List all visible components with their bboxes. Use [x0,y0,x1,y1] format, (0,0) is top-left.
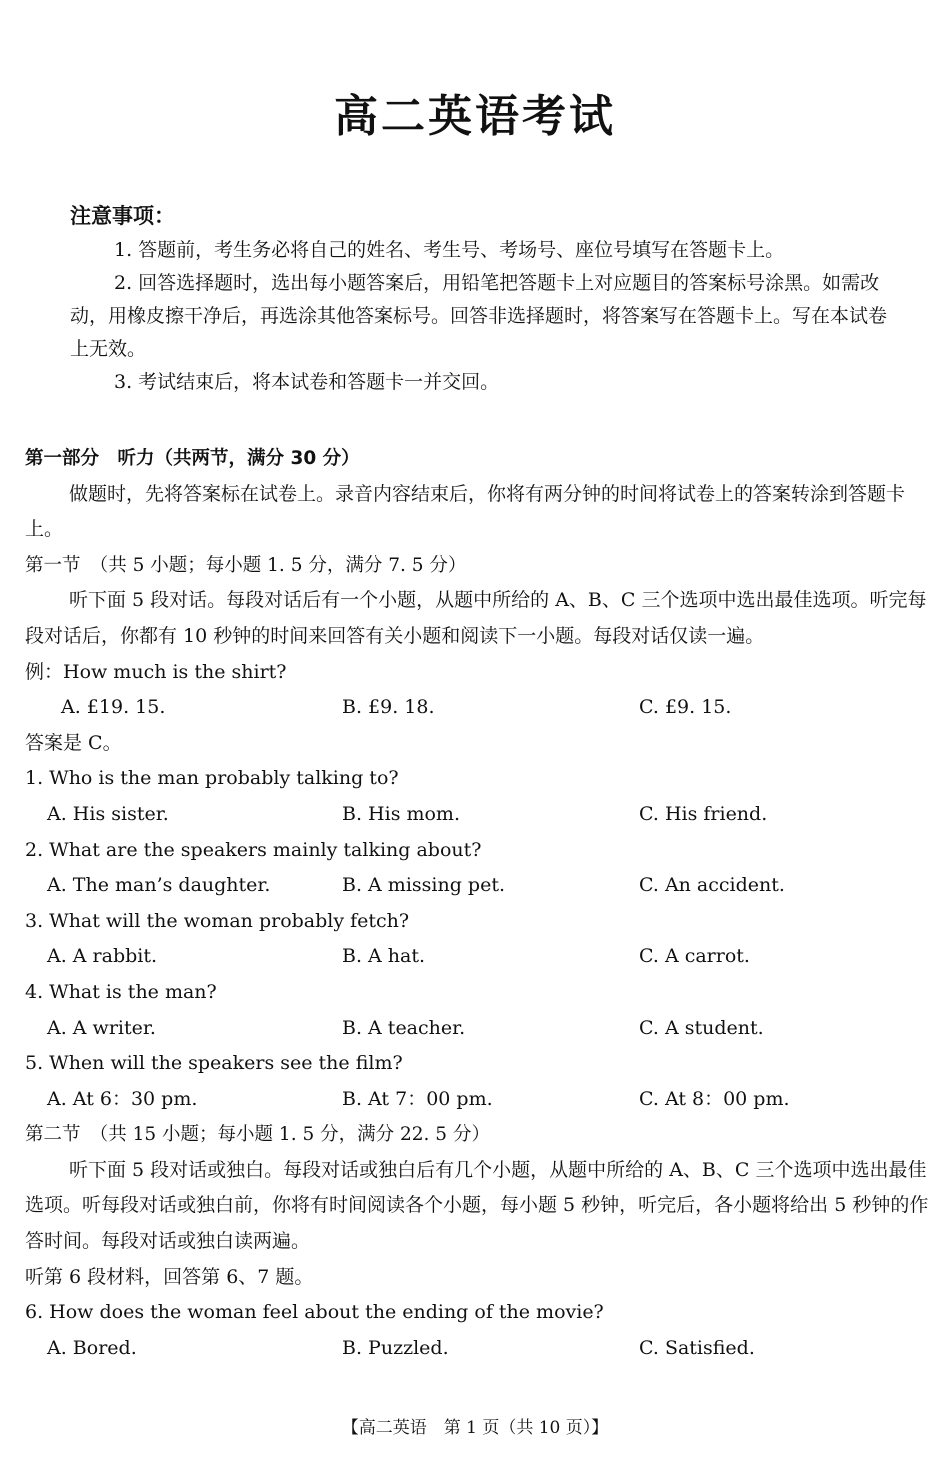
option-b: B. £9. 18. [342,696,435,719]
question-options [25,939,930,975]
question-text: 1. Who is the man probably talking to? [25,767,399,790]
section-heading: 第一节 （共 5 小题；每小题 1. 5 分，满分 7. 5 分） [25,554,467,576]
option-a: A. The man’s daughter. [47,874,271,897]
option-b: B. A hat. [342,945,426,968]
option-c: C. £9. 15. [639,696,732,719]
notice-item: 1. 答题前，考生务必将自己的姓名、考生号、考场号、座位号填写在答题卡上。 [114,239,785,261]
question-text: 6. How does the woman feel about the ending of the movie? [25,1301,604,1324]
example-answer: 答案是 C。 [25,731,122,754]
option-a: A. £19. 15. [61,696,166,719]
example-question: 例：How much is the shirt? [25,660,287,683]
exam-title: 高二英语考试 [334,91,616,142]
notice-item: 3. 考试结束后，将本试卷和答题卡一并交回。 [114,371,500,393]
option-b: B. At 7：00 pm. [342,1087,493,1110]
option-c: C. Satisfied. [639,1336,755,1359]
option-a: A. Bored. [47,1336,137,1359]
option-a: A. His sister. [47,802,169,825]
question-options [25,1331,930,1367]
option-c: C. His friend. [639,802,768,825]
option-b: B. A missing pet. [342,874,505,897]
option-a: A. At 6：30 pm. [47,1087,198,1110]
option-c: C. At 8：00 pm. [639,1087,790,1110]
option-c: C. An accident. [639,874,785,897]
section-instruction: 听下面 5 段对话。每段对话后有一个小题，从题中所给的 A、B、C 三个选项中选出最佳选项。听完每段对话后，你都有 10 秒钟的时间来回答有关小题和阅读下一小题。每段对话仅读一遍。 [25,589,927,647]
question-text: 5. When will the speakers see the film? [25,1052,403,1075]
option-a: A. A writer. [47,1016,156,1039]
question-options [25,1011,930,1047]
question-text: 4. What is the man? [25,980,217,1003]
notice-block [70,200,890,399]
option-b: B. His mom. [342,802,460,825]
question-text: 2. What are the speakers mainly talking about? [25,838,482,861]
option-c: C. A student. [639,1016,764,1039]
part-heading: 第一部分 听力（共两节，满分 30 分） [25,448,360,469]
section-heading: 第二节 （共 15 小题；每小题 1. 5 分，满分 22. 5 分） [25,1124,490,1146]
question-options [25,797,930,833]
example-options [25,690,930,726]
page-footer: 【高二英语 第 1 页（共 10 页）】 [341,1418,609,1438]
question-text: 3. What will the woman probably fetch? [25,909,410,932]
option-c: C. A carrot. [639,945,750,968]
section-instruction: 听下面 5 段对话或独白。每段对话或独白后有几个小题，从题中所给的 A、B、C 三个选项中选出最佳选项。听每段对话或独白前，你将有时间阅读各个小题，每小题 5 秒钟，听完后，各小题将给出 5 秒钟的作答时间。每段对话或独白读两遍。 [25,1158,929,1253]
notice-item: 2. 回答选择题时，选出每小题答案后，用铅笔把答题卡上对应题目的答案标号涂黑。如需改动，用橡皮擦干净后，再选涂其他答案标号。回答非选择题时，将答案写在答题卡上。写在本试卷上无效。 [70,272,888,360]
material-note: 听第 6 段材料，回答第 6、7 题。 [25,1265,314,1288]
question-options [25,868,930,904]
part-instruction: 做题时，先将答案标在试卷上。录音内容结束后，你将有两分钟的时间将试卷上的答案转涂到答题卡上。 [25,482,906,541]
option-b: B. A teacher. [342,1016,466,1039]
exam-body [25,441,930,1366]
question-options [25,1082,930,1118]
option-a: A. A rabbit. [47,945,158,968]
notice-heading: 注意事项： [70,204,175,228]
option-b: B. Puzzled. [342,1336,449,1359]
